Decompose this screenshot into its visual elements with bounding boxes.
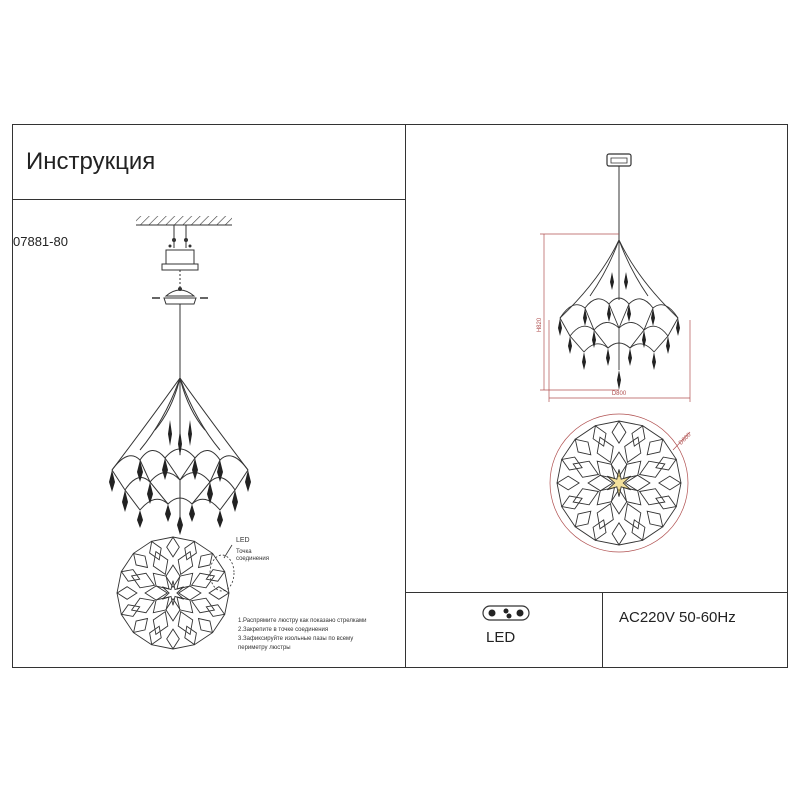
step-item: 1.Распрямите люстру как показано стрелками (238, 618, 367, 624)
diameter-dimension: D800 (678, 432, 693, 447)
petal (647, 511, 663, 527)
petal (659, 476, 681, 490)
callout-line: Точка (236, 549, 252, 555)
petal (122, 570, 140, 582)
petal (150, 542, 162, 560)
petal (153, 552, 168, 575)
petal (573, 461, 598, 477)
assembly-steps (238, 617, 388, 653)
petal (612, 421, 626, 443)
chandelier-top-view (117, 537, 229, 649)
petal (167, 629, 180, 649)
petal (562, 496, 582, 509)
petal (167, 537, 180, 557)
petal (625, 437, 641, 462)
petal (132, 573, 155, 588)
petal (632, 520, 645, 540)
petal (573, 489, 598, 505)
petal (557, 476, 579, 490)
petal (122, 605, 140, 617)
ceiling-canopy (607, 154, 631, 166)
step-item: периметру люстры (238, 645, 291, 651)
petal (597, 504, 613, 529)
petal (647, 439, 663, 455)
petal (199, 554, 213, 568)
page-title: Инструкция (26, 148, 156, 175)
petal (192, 573, 215, 588)
diameter-dimension: D800 (611, 391, 627, 397)
petal (575, 439, 591, 455)
petal (206, 605, 224, 617)
step-item: 3.Зафиксируйте изольные пазы по всему (238, 636, 354, 642)
petal (199, 619, 213, 633)
petal (612, 523, 626, 545)
petal (593, 426, 606, 446)
petal (178, 552, 193, 575)
petal (640, 489, 665, 505)
crystal-drops (109, 420, 251, 535)
petal (640, 461, 665, 477)
petal (117, 587, 137, 600)
chandelier-top-view (557, 421, 681, 545)
petal (153, 612, 168, 635)
callout-line: соединения (236, 556, 270, 562)
petal (192, 598, 215, 613)
petal (178, 612, 193, 635)
petal (575, 511, 591, 527)
led-callout: LED (236, 537, 250, 544)
petal (632, 426, 645, 446)
model-number: 07881-80 (13, 234, 68, 249)
petal (150, 626, 162, 644)
petal (597, 437, 613, 462)
petal (185, 626, 197, 644)
petal (656, 457, 676, 470)
petal (134, 619, 148, 633)
petal (593, 520, 606, 540)
petal (656, 496, 676, 509)
chandelier-dimension-drawing (560, 240, 678, 370)
petal (206, 570, 224, 582)
led-bulbs-icon (483, 606, 529, 620)
petal (625, 504, 641, 529)
petal (185, 542, 197, 560)
petal (209, 587, 229, 600)
step-item: 2.Закрепите в точке соединения (238, 627, 329, 633)
petal (134, 554, 148, 568)
join-point-callout (236, 549, 269, 563)
petal (132, 598, 155, 613)
ceiling-mount-icon (136, 216, 232, 304)
height-dimension: H820 (537, 317, 543, 333)
petal (562, 457, 582, 470)
power-spec: AC220V 50-60Hz (619, 609, 736, 626)
led-label: LED (486, 629, 516, 646)
